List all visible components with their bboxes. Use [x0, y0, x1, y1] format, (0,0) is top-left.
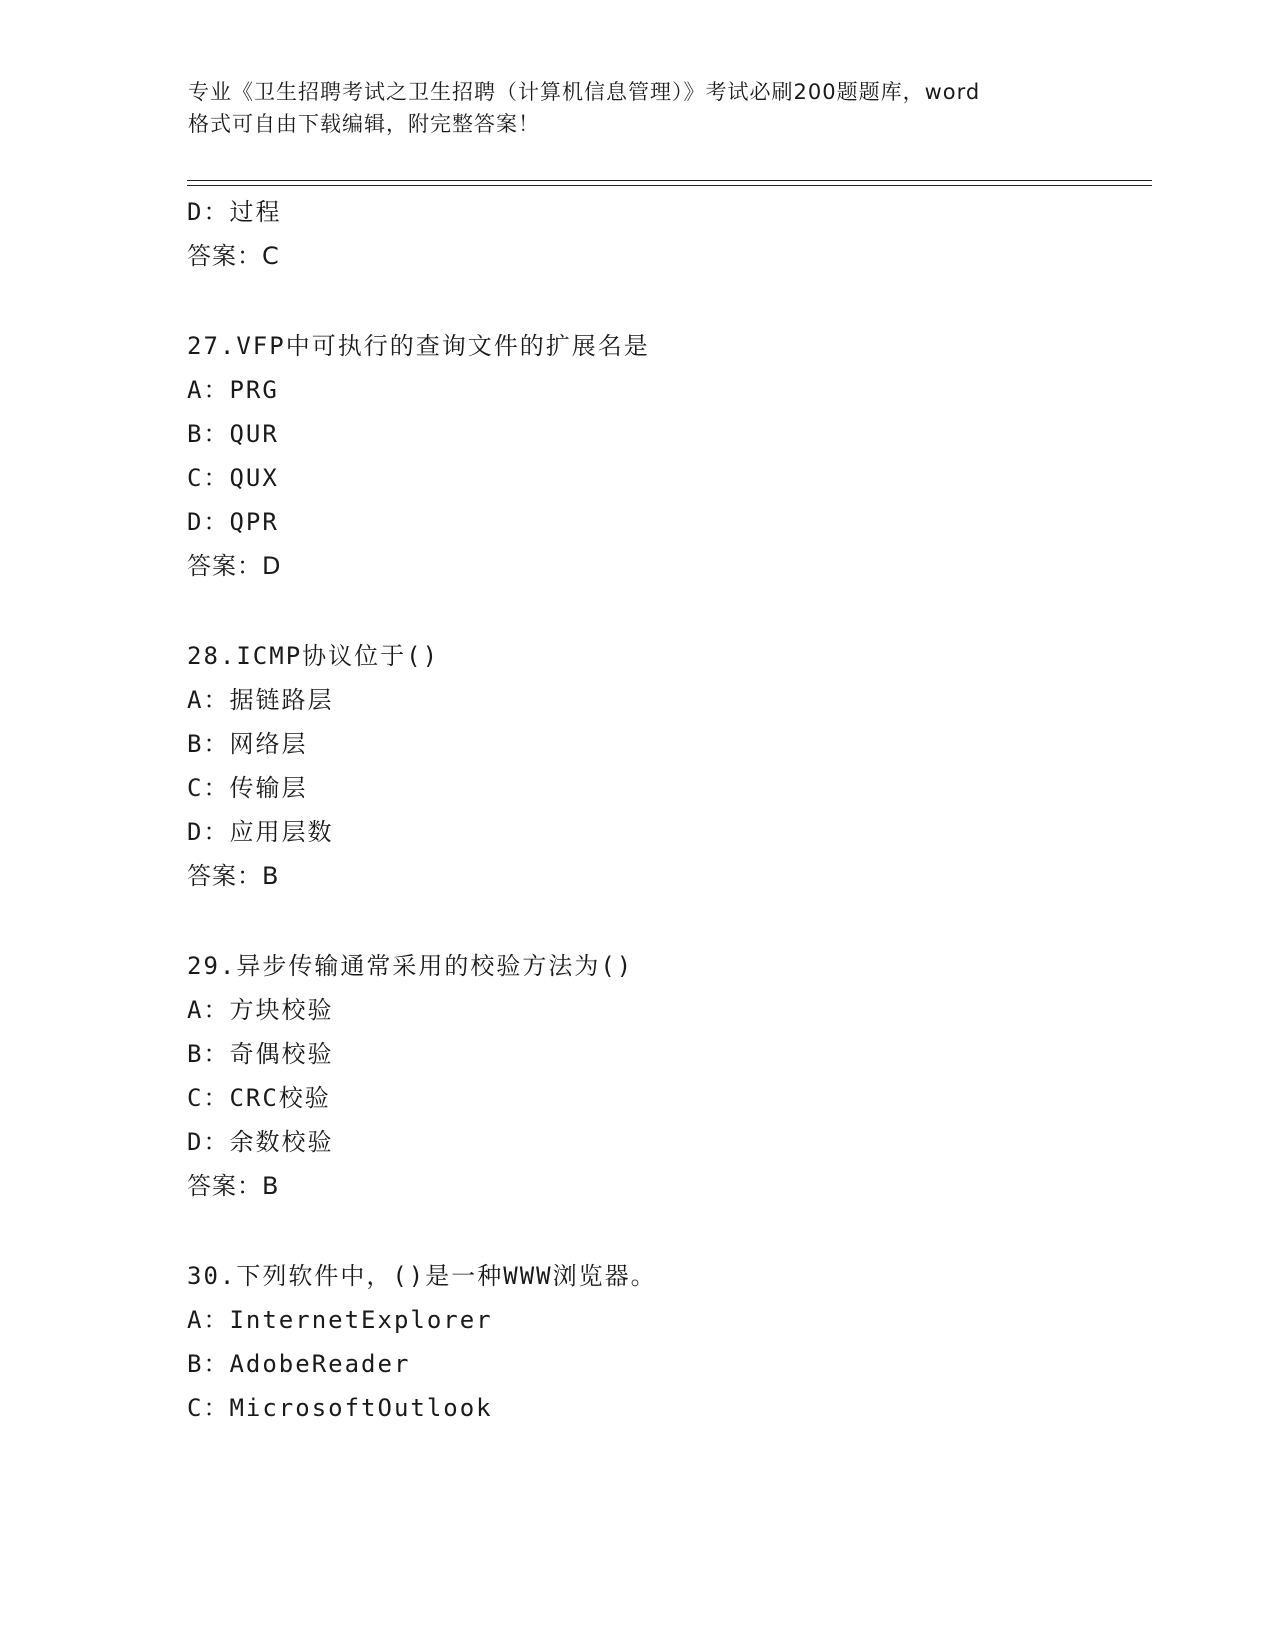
question-27-option-a: A：PRG [187, 376, 279, 404]
question-28-option-b: B：网络层 [187, 730, 308, 758]
question-27-stem: 27.VFP中可执行的查询文件的扩展名是 [187, 332, 650, 360]
question-28-option-d: D：应用层数 [187, 818, 334, 846]
question-29-option-c: C：CRC校验 [187, 1084, 331, 1112]
question-29-answer: 答案：B [187, 1172, 280, 1200]
header-line-2: 格式可自由下载编辑，附完整答案！ [188, 112, 540, 136]
question-27-option-c: C：QUX [187, 464, 279, 492]
question-28-option-c: C：传输层 [187, 774, 308, 802]
question-29-option-b: B：奇偶校验 [187, 1040, 334, 1068]
question-30-option-c: C：MicrosoftOutlook [187, 1394, 493, 1422]
question-30-option-a: A：InternetExplorer [187, 1306, 493, 1334]
header-divider-top [187, 180, 1152, 181]
question-30-stem: 30.下列软件中，()是一种WWW浏览器。 [187, 1262, 657, 1290]
header-divider-bottom [187, 185, 1152, 186]
prev-answer: 答案：C [187, 242, 280, 270]
question-29-option-a: A：方块校验 [187, 996, 334, 1024]
question-28-stem: 28.ICMP协议位于() [187, 642, 440, 670]
prev-option-d: D：过程 [187, 198, 282, 226]
question-27-answer: 答案：D [187, 552, 282, 580]
question-28-option-a: A：据链路层 [187, 686, 334, 714]
question-30-option-b: B：AdobeReader [187, 1350, 411, 1378]
question-27-option-b: B：QUR [187, 420, 279, 448]
document-header [188, 76, 1088, 140]
header-line-1: 专业《卫生招聘考试之卫生招聘（计算机信息管理）》考试必刷200题题库，word [188, 80, 981, 104]
question-29-option-d: D：余数校验 [187, 1128, 334, 1156]
question-28-answer: 答案：B [187, 862, 280, 890]
question-27-option-d: D：QPR [187, 508, 279, 536]
question-29-stem: 29.异步传输通常采用的校验方法为() [187, 952, 634, 980]
